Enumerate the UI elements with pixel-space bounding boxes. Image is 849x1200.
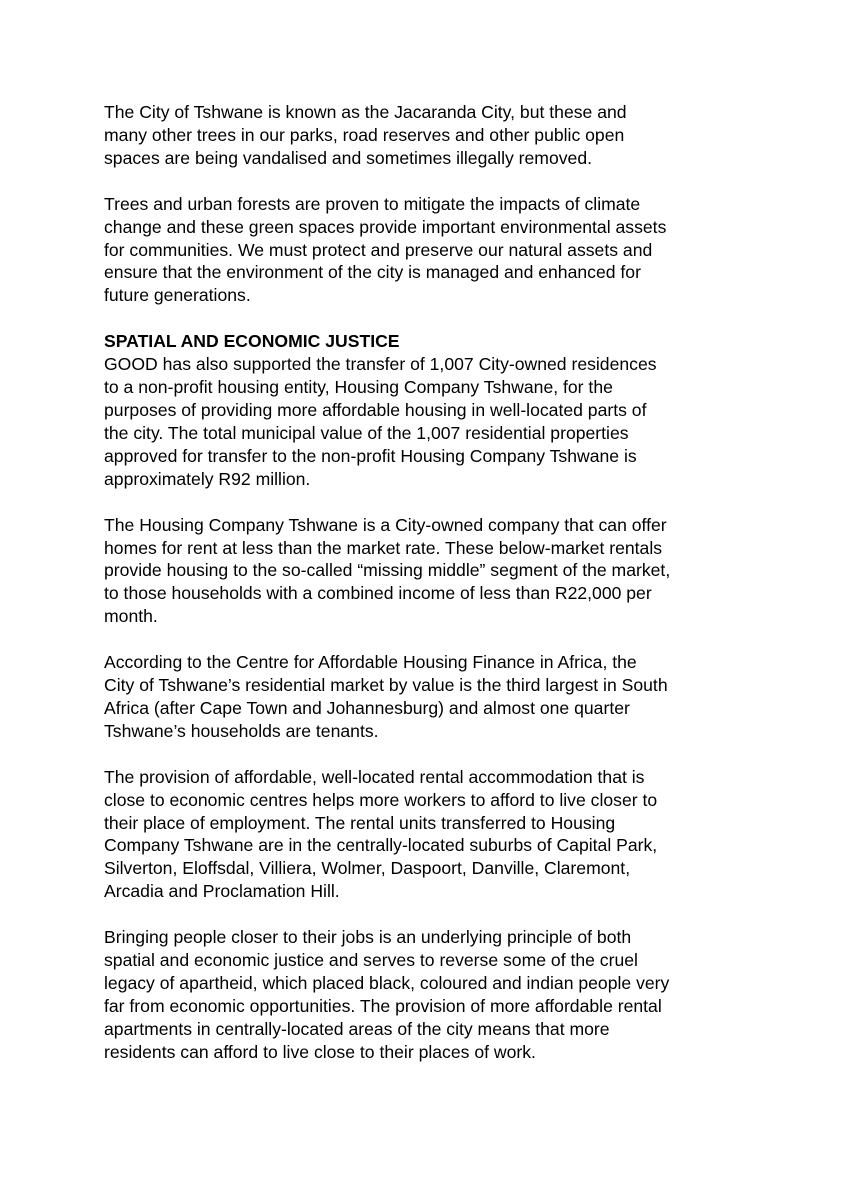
text-line: According to the Centre for Affordable Housing Finance in Africa, the [104, 652, 637, 673]
text-line: approved for transfer to the non-profit Housing Company Tshwane is [104, 445, 637, 466]
text-line: change and these green spaces provide important environmental assets [104, 216, 667, 237]
paragraph-spatial-justice [104, 330, 764, 490]
text-line: residents can afford to live close to their places of work. [104, 1041, 536, 1062]
text-line: spatial and economic justice and serves to reverse some of the cruel [104, 950, 638, 971]
text-line: GOOD has also supported the transfer of 1,007 City-owned residences [104, 354, 657, 375]
document-page [104, 101, 764, 1087]
text-line: month. [104, 606, 158, 627]
paragraph-urban-forests [104, 193, 764, 308]
text-line: the city. The total municipal value of the 1,007 residential properties [104, 422, 629, 443]
paragraph-rental-accommodation [104, 766, 764, 903]
text-line: far from economic opportunities. The provision of more affordable rental [104, 995, 662, 1016]
text-line: their place of employment. The rental units transferred to Housing [104, 812, 616, 833]
text-line: apartments in centrally-located areas of the city means that more [104, 1018, 610, 1039]
paragraph-closer-to-jobs [104, 926, 764, 1063]
text-line: legacy of apartheid, which placed black, coloured and indian people very [104, 973, 670, 993]
text-line: to a non-profit housing entity, Housing Company Tshwane, for the [104, 377, 613, 398]
text-line: The provision of affordable, well-located rental accommodation that is [104, 766, 645, 787]
text-line: Africa (after Cape Town and Johannesburg) and almost one quarter [104, 697, 630, 718]
text-line: Bringing people closer to their jobs is an underlying principle of both [104, 927, 632, 948]
section-heading: SPATIAL AND ECONOMIC JUSTICE [104, 331, 400, 352]
text-line: homes for rent at less than the market rate. These below-market rentals [104, 537, 663, 558]
text-line: to those households with a combined income of less than R22,000 per [104, 583, 652, 604]
text-line: The Housing Company Tshwane is a City-owned company that can offer [104, 514, 667, 535]
text-line: spaces are being vandalised and sometimes illegally removed. [104, 147, 593, 168]
text-line: Company Tshwane are in the centrally-located suburbs of Capital Park, [104, 835, 658, 856]
text-line: many other trees in our parks, road reserves and other public open [104, 124, 625, 145]
paragraph-housing-company [104, 514, 764, 629]
text-line: Trees and urban forests are proven to mitigate the impacts of climate [104, 193, 641, 214]
text-line: The City of Tshwane is known as the Jacaranda City, but these and [104, 102, 627, 122]
text-line: provide housing to the so-called “missing middle” segment of the market, [104, 560, 671, 581]
text-line: Tshwane’s households are tenants. [104, 720, 379, 741]
text-line: City of Tshwane’s residential market by value is the third largest in South [104, 675, 668, 696]
text-line: Silverton, Eloffsdal, Villiera, Wolmer, Daspoort, Danville, Claremont, [104, 858, 631, 879]
text-line: future generations. [104, 285, 251, 306]
text-line: purposes of providing more affordable housing in well-located parts of [104, 399, 647, 420]
paragraph-residential-market [104, 651, 764, 743]
paragraph-jacaranda-city [104, 101, 764, 170]
text-line: approximately R92 million. [104, 468, 311, 489]
text-line: close to economic centres helps more workers to afford to live closer to [104, 789, 658, 810]
text-line: ensure that the environment of the city is managed and enhanced for [104, 262, 641, 283]
text-line: for communities. We must protect and preserve our natural assets and [104, 239, 653, 260]
text-line: Arcadia and Proclamation Hill. [104, 881, 340, 902]
